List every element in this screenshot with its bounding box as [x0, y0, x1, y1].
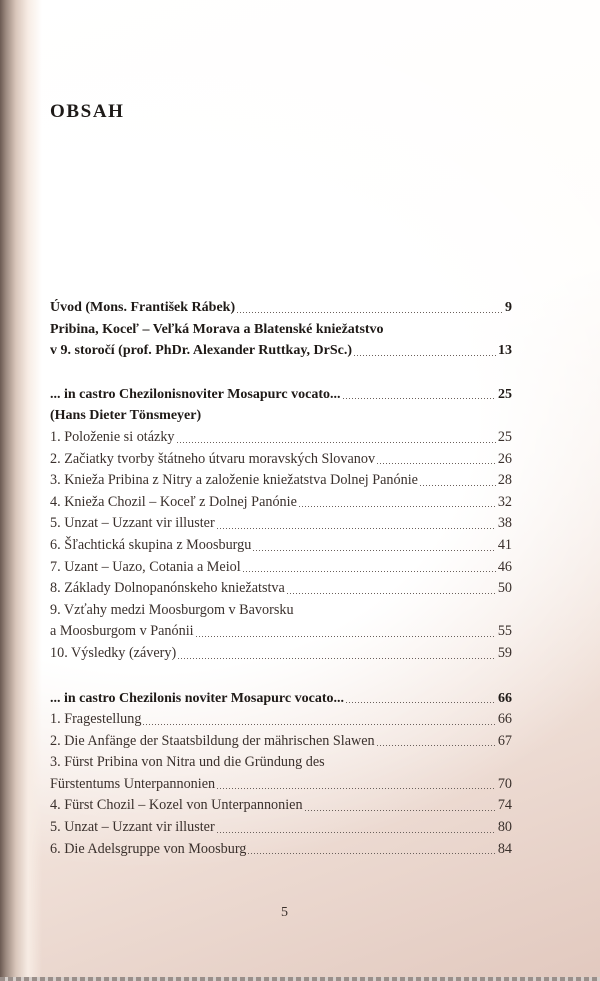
- toc-entry-title: 5. Unzat – Uzzant vir illuster: [50, 515, 215, 532]
- toc-entry: [50, 578, 512, 600]
- toc-entry: [50, 384, 512, 406]
- leader-dots: [143, 724, 495, 725]
- leader-dots: [305, 810, 496, 811]
- toc-entry-page: 74: [497, 797, 512, 814]
- leader-dots: [177, 442, 496, 443]
- toc-entry-title: 1. Položenie si otázky: [50, 428, 175, 445]
- toc-entry-page: 59: [497, 644, 512, 661]
- toc-entry-title: 6. Šľachtická skupina z Moosburgu: [50, 536, 252, 553]
- toc-section-slovak: [50, 384, 512, 665]
- table-of-contents: [50, 297, 512, 860]
- toc-entry-title: 2. Začiatky tvorby štátneho útvaru moravských Slovanov: [50, 450, 376, 467]
- leader-dots: [243, 571, 496, 572]
- toc-entry-title: 4. Knieža Chozil – Koceľ z Dolnej Panónie: [50, 493, 297, 510]
- toc-entry: [50, 492, 512, 514]
- leader-dots: [237, 312, 503, 313]
- toc-entry-title: ... in castro Chezilonisnoviter Mosapurc vocato...: [50, 386, 341, 402]
- toc-entry: [50, 470, 512, 492]
- toc-entry-page: 26: [497, 450, 512, 467]
- toc-entry: [50, 752, 512, 774]
- toc-entry-title: 4. Fürst Chozil – Kozel von Unterpannonien: [50, 797, 303, 814]
- toc-entry-page: 13: [498, 343, 512, 359]
- toc-entry-page: 32: [497, 493, 512, 510]
- toc-section-german: [50, 688, 512, 861]
- leader-dots: [346, 702, 496, 703]
- toc-entry: [50, 513, 512, 535]
- toc-entry-title: Fürstentums Unterpannonien: [50, 775, 216, 792]
- toc-entry-title: 8. Základy Dolnopanónskeho kniežatstva: [50, 580, 285, 597]
- leader-dots: [217, 832, 496, 833]
- toc-entry-title: 7. Uzant – Uazo, Cotania a Meiol: [50, 558, 241, 575]
- leader-dots: [253, 550, 495, 551]
- toc-entry-page: 9: [505, 300, 512, 315]
- leader-dots: [299, 506, 496, 507]
- toc-entry-title: 10. Výsledky (závery): [50, 644, 177, 661]
- toc-entry: [50, 621, 512, 643]
- toc-entry-title: 9. Vzťahy medzi Moosburgom v Bavorsku: [50, 601, 294, 618]
- toc-entry: [50, 709, 512, 731]
- toc-entry-page: 38: [497, 515, 512, 532]
- toc-entry: [50, 688, 512, 710]
- leader-dots: [343, 398, 497, 399]
- toc-entry: [50, 297, 512, 319]
- toc-entry-page: 66: [497, 711, 512, 728]
- page-title: OBSAH: [50, 101, 125, 122]
- toc-entry-page: 28: [497, 472, 512, 489]
- leader-dots: [420, 485, 496, 486]
- toc-entry-title: (Hans Dieter Tönsmeyer): [50, 408, 202, 424]
- leader-dots: [196, 636, 496, 637]
- toc-entry: [50, 449, 512, 471]
- toc-entry: [50, 535, 512, 557]
- toc-section-intro: [50, 297, 512, 362]
- toc-entry-title: 3. Fürst Pribina von Nitra und die Gründung des: [50, 754, 325, 771]
- page-number: 5: [281, 905, 288, 920]
- toc-entry: [50, 340, 512, 362]
- toc-entry-title: a Moosburgom v Panónii: [50, 623, 194, 640]
- toc-entry: [50, 731, 512, 753]
- toc-entry-page: 25: [497, 428, 512, 445]
- toc-entry-page: 46: [497, 558, 512, 575]
- toc-entry: [50, 774, 512, 796]
- toc-entry: [50, 817, 512, 839]
- leader-dots: [248, 853, 495, 854]
- toc-entry: [50, 600, 512, 622]
- toc-entry-title: 6. Die Adelsgruppe von Moosburg: [50, 840, 247, 857]
- toc-entry-page: 41: [497, 536, 512, 553]
- toc-entry-page: 66: [498, 690, 512, 706]
- toc-entry-page: 80: [497, 819, 512, 836]
- toc-entry-title: Úvod (Mons. František Rábek): [50, 300, 236, 315]
- toc-entry-page: 25: [498, 386, 512, 402]
- leader-dots: [217, 528, 496, 529]
- toc-entry: [50, 795, 512, 817]
- leader-dots: [287, 593, 496, 594]
- leader-dots: [217, 788, 496, 789]
- toc-entry-page: 50: [497, 580, 512, 597]
- spacer: [50, 362, 512, 384]
- leader-dots: [178, 658, 496, 659]
- toc-entry: [50, 319, 512, 341]
- toc-entry-title: 2. Die Anfänge der Staatsbildung der mährischen Slawen: [50, 732, 375, 749]
- toc-entry-title: ... in castro Chezilonis noviter Mosapurc vocato...: [50, 690, 344, 706]
- toc-entry-title: Pribina, Koceľ – Veľká Morava a Blatenské kniežatstvo: [50, 321, 384, 337]
- toc-entry-page: 55: [497, 623, 512, 640]
- toc-entry: [50, 643, 512, 665]
- toc-entry: [50, 427, 512, 449]
- toc-entry-title: 1. Fragestellung: [50, 711, 142, 728]
- leader-dots: [377, 745, 496, 746]
- toc-entry-page: 84: [497, 840, 512, 857]
- toc-entry-title: v 9. storočí (prof. PhDr. Alexander Ruttkay, DrSc.): [50, 343, 353, 359]
- toc-entry: [50, 405, 512, 427]
- leader-dots: [354, 355, 496, 356]
- spacer: [50, 665, 512, 688]
- toc-entry: [50, 839, 512, 861]
- toc-entry-page: 70: [497, 775, 512, 792]
- toc-entry-page: 67: [497, 732, 512, 749]
- toc-entry-title: 3. Knieža Pribina z Nitry a založenie kniežatstva Dolnej Panónie: [50, 472, 418, 489]
- toc-entry: [50, 557, 512, 579]
- toc-entry-title: 5. Unzat – Uzzant vir illuster: [50, 819, 215, 836]
- leader-dots: [377, 463, 496, 464]
